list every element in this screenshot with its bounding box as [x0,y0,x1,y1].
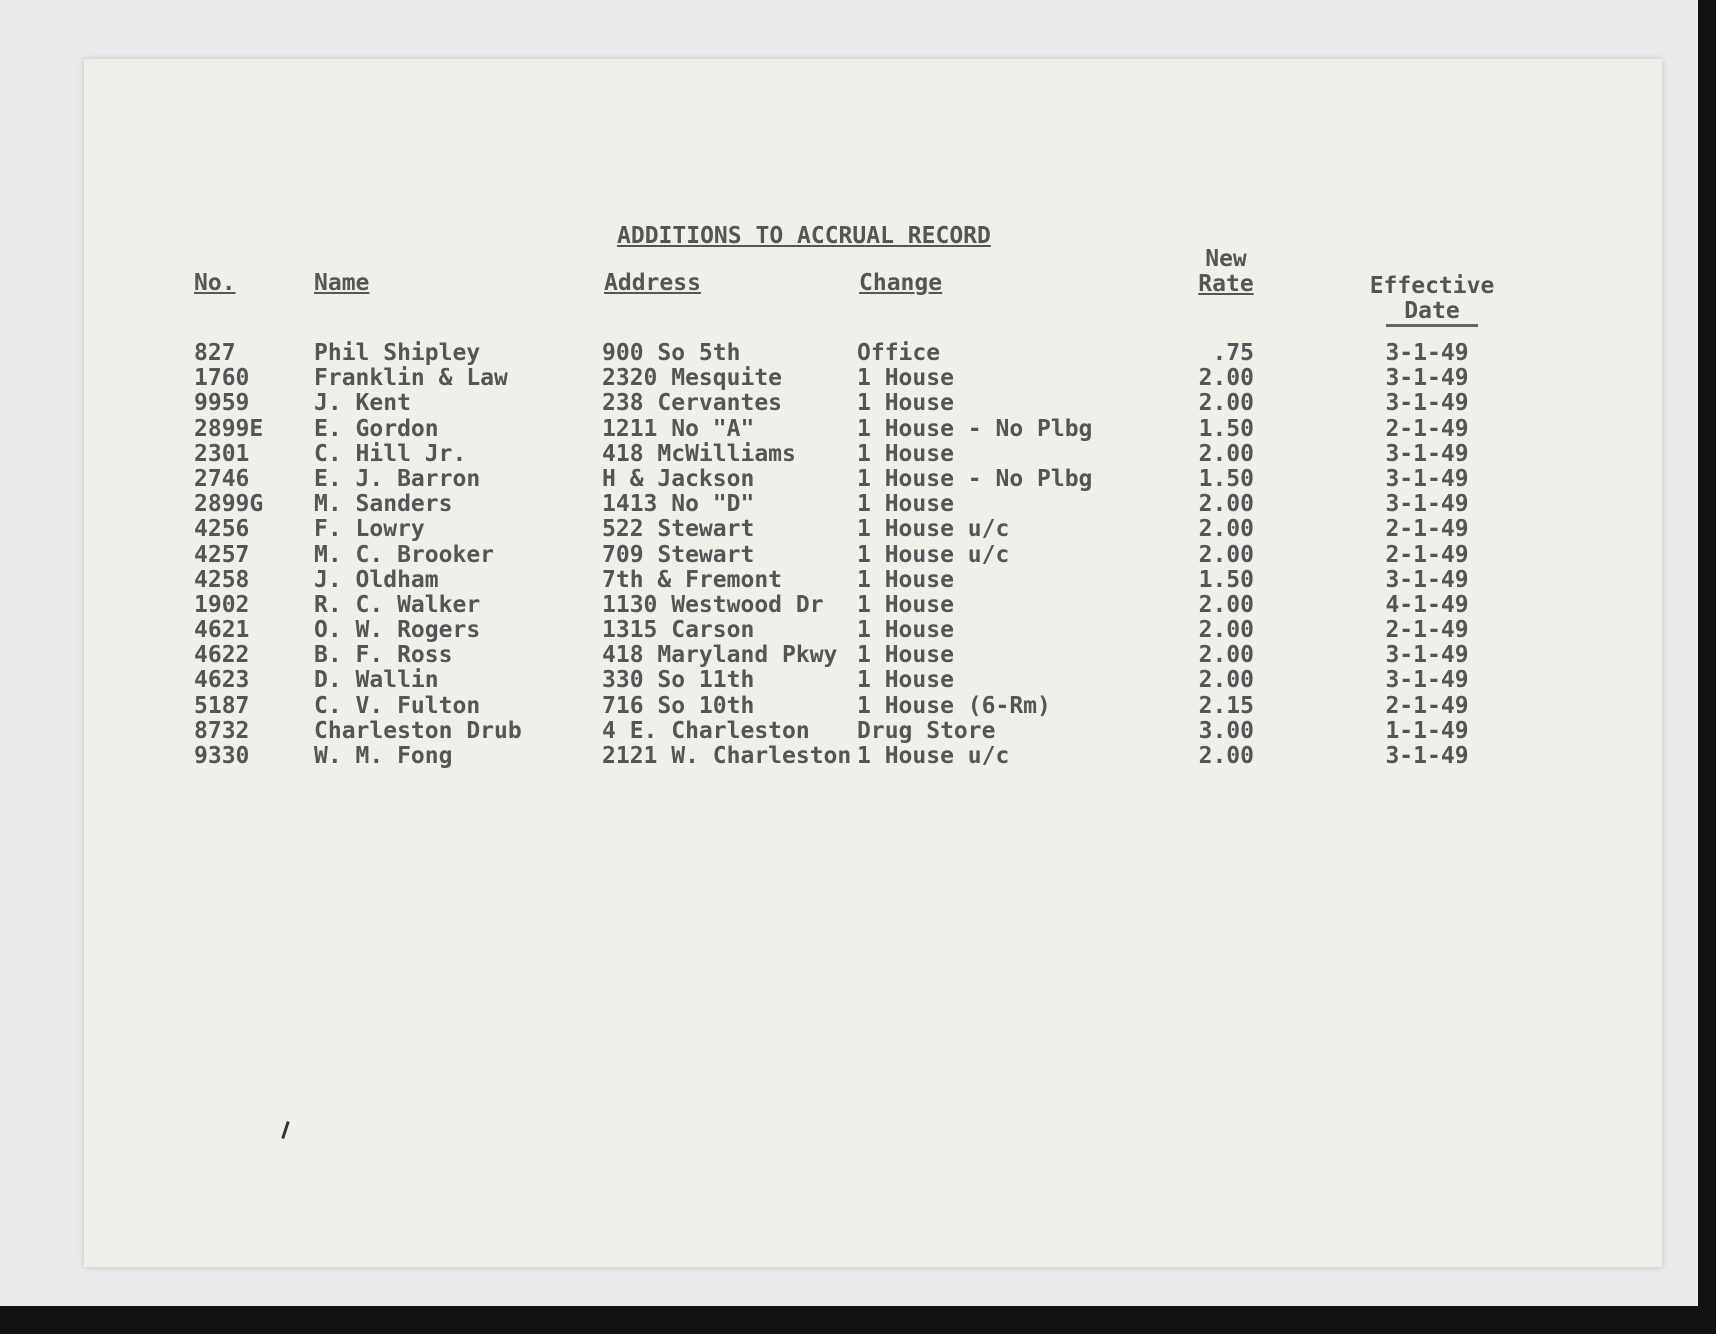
cell-rate: 1.50 [1198,415,1254,442]
cell-address: 7th & Fremont [602,566,783,593]
header-effective-line1: Effective [1369,273,1495,299]
header-rate-line2: Rate [1198,271,1254,297]
table-row [84,442,1662,467]
cell-name: C. Hill Jr. [314,440,467,467]
cell-no: 4257 [194,541,250,568]
cell-no: 1760 [194,365,250,392]
cell-rate: 2.00 [1198,667,1254,694]
cell-rate: 2.00 [1198,440,1254,467]
cell-effective-date: 3-1-49 [1385,743,1469,769]
cell-name: J. Oldham [314,566,439,593]
table-row [84,467,1662,492]
cell-name: J. Kent [314,390,411,417]
cell-no: 2899G [194,491,264,518]
cell-rate: 3.00 [1198,717,1254,744]
cell-name: E. J. Barron [314,465,481,492]
cell-no: 1902 [194,591,250,618]
cell-effective-date: 2-1-49 [1385,516,1469,543]
cell-rate: 2.00 [1198,516,1254,543]
cell-no: 2746 [194,465,250,492]
cell-no: 8732 [194,717,250,744]
cell-rate: 2.00 [1198,591,1254,618]
cell-rate: .75 [1212,340,1254,366]
cell-rate: 2.00 [1198,365,1254,392]
cell-effective-date: 3-1-49 [1385,465,1469,492]
header-no: No. [194,270,236,296]
table-row [84,492,1662,517]
cell-address: 4 E. Charleston [602,717,810,744]
cell-change: Office [857,340,941,366]
cell-address: 1211 No "A" [602,415,755,442]
cell-address: 2320 Mesquite [602,365,783,392]
cell-no: 2301 [194,440,250,467]
cell-name: Franklin & Law [314,365,508,392]
cell-change: 1 House u/c [857,743,1010,769]
table-row [84,618,1662,643]
cell-rate: 2.00 [1198,491,1254,518]
cell-effective-date: 2-1-49 [1385,692,1469,719]
cell-change: 1 House u/c [857,516,1010,543]
cell-effective-date: 3-1-49 [1385,340,1469,366]
table-row [84,543,1662,568]
table-row [84,719,1662,744]
cell-address: 522 Stewart [602,516,755,543]
table-row [84,593,1662,618]
cell-no: 4621 [194,617,250,644]
header-address: Address [604,270,701,296]
record-rows [84,341,1662,769]
cell-address: 238 Cervantes [602,390,783,417]
pencil-mark [281,1121,289,1139]
cell-change: 1 House [857,591,954,618]
cell-change: 1 House u/c [857,541,1010,568]
cell-address: 1315 Carson [602,617,755,644]
table-row [84,517,1662,542]
cell-change: 1 House [857,390,954,417]
cell-change: 1 House [857,617,954,644]
cell-address: 418 McWilliams [602,440,796,467]
header-effective-date [1352,274,1512,327]
table-row [84,694,1662,719]
cell-address: 709 Stewart [602,541,755,568]
cell-no: 4623 [194,667,250,694]
document-page [84,59,1662,1267]
cell-name: W. M. Fong [314,743,453,769]
cell-rate: 2.15 [1198,692,1254,719]
cell-rate: 2.00 [1198,617,1254,644]
cell-effective-date: 2-1-49 [1385,415,1469,442]
cell-address: 418 Maryland Pkwy [602,642,838,669]
cell-name: B. F. Ross [314,642,453,669]
cell-name: D. Wallin [314,667,439,694]
cell-name: C. V. Fulton [314,692,481,719]
cell-no: 2899E [194,415,264,442]
cell-change: 1 House [857,440,954,467]
cell-change: 1 House [857,642,954,669]
cell-name: O. W. Rogers [314,617,481,644]
cell-rate: 2.00 [1198,390,1254,417]
cell-effective-date: 1-1-49 [1385,717,1469,744]
cell-change: 1 House - No Plbg [857,415,1093,442]
cell-no: 4258 [194,566,250,593]
table-row [84,568,1662,593]
header-change: Change [859,270,943,296]
cell-effective-date: 2-1-49 [1385,617,1469,644]
header-name: Name [314,270,370,296]
header-effective-line2: Date [1386,299,1477,327]
table-row [84,744,1662,769]
cell-change: 1 House [857,491,954,518]
cell-effective-date: 3-1-49 [1385,566,1469,593]
cell-no: 9330 [194,743,250,769]
cell-rate: 2.00 [1198,642,1254,669]
table-row [84,643,1662,668]
cell-change: 1 House [857,365,954,392]
cell-address: H & Jackson [602,465,755,492]
cell-address: 900 So 5th [602,340,741,366]
table-row [84,391,1662,416]
cell-address: 330 So 11th [602,667,755,694]
table-row [84,366,1662,391]
cell-effective-date: 3-1-49 [1385,440,1469,467]
cell-change: Drug Store [857,717,996,744]
cell-effective-date: 4-1-49 [1385,591,1469,618]
cell-rate: 2.00 [1198,541,1254,568]
cell-change: 1 House [857,566,954,593]
cell-no: 4256 [194,516,250,543]
cell-no: 5187 [194,692,250,719]
table-row [84,668,1662,693]
cell-rate: 2.00 [1198,743,1254,769]
cell-rate: 1.50 [1198,566,1254,593]
cell-no: 827 [194,340,236,366]
accrual-record [84,59,1662,1267]
table-row [84,417,1662,442]
document-title: ADDITIONS TO ACCRUAL RECORD [617,223,991,249]
cell-name: R. C. Walker [314,591,481,618]
cell-name: F. Lowry [314,516,425,543]
cell-effective-date: 3-1-49 [1385,365,1469,392]
cell-no: 9959 [194,390,250,417]
header-rate-line1: New [1205,246,1247,272]
cell-change: 1 House [857,667,954,694]
cell-change: 1 House - No Plbg [857,465,1093,492]
cell-rate: 1.50 [1198,465,1254,492]
cell-address: 1130 Westwood Dr [602,591,824,618]
cell-effective-date: 3-1-49 [1385,642,1469,669]
cell-name: E. Gordon [314,415,439,442]
cell-address: 1413 No "D" [602,491,755,518]
cell-effective-date: 3-1-49 [1385,491,1469,518]
cell-change: 1 House (6-Rm) [857,692,1051,719]
cell-address: 716 So 10th [602,692,755,719]
cell-address: 2121 W. Charleston [602,743,852,769]
header-new-rate [1186,247,1266,297]
cell-name: Charleston Drub [314,717,522,744]
table-row [84,341,1662,366]
cell-name: M. C. Brooker [314,541,495,568]
cell-no: 4622 [194,642,250,669]
cell-effective-date: 3-1-49 [1385,667,1469,694]
cell-effective-date: 2-1-49 [1385,541,1469,568]
cell-effective-date: 3-1-49 [1385,390,1469,417]
cell-name: M. Sanders [314,491,453,518]
cell-name: Phil Shipley [314,340,481,366]
